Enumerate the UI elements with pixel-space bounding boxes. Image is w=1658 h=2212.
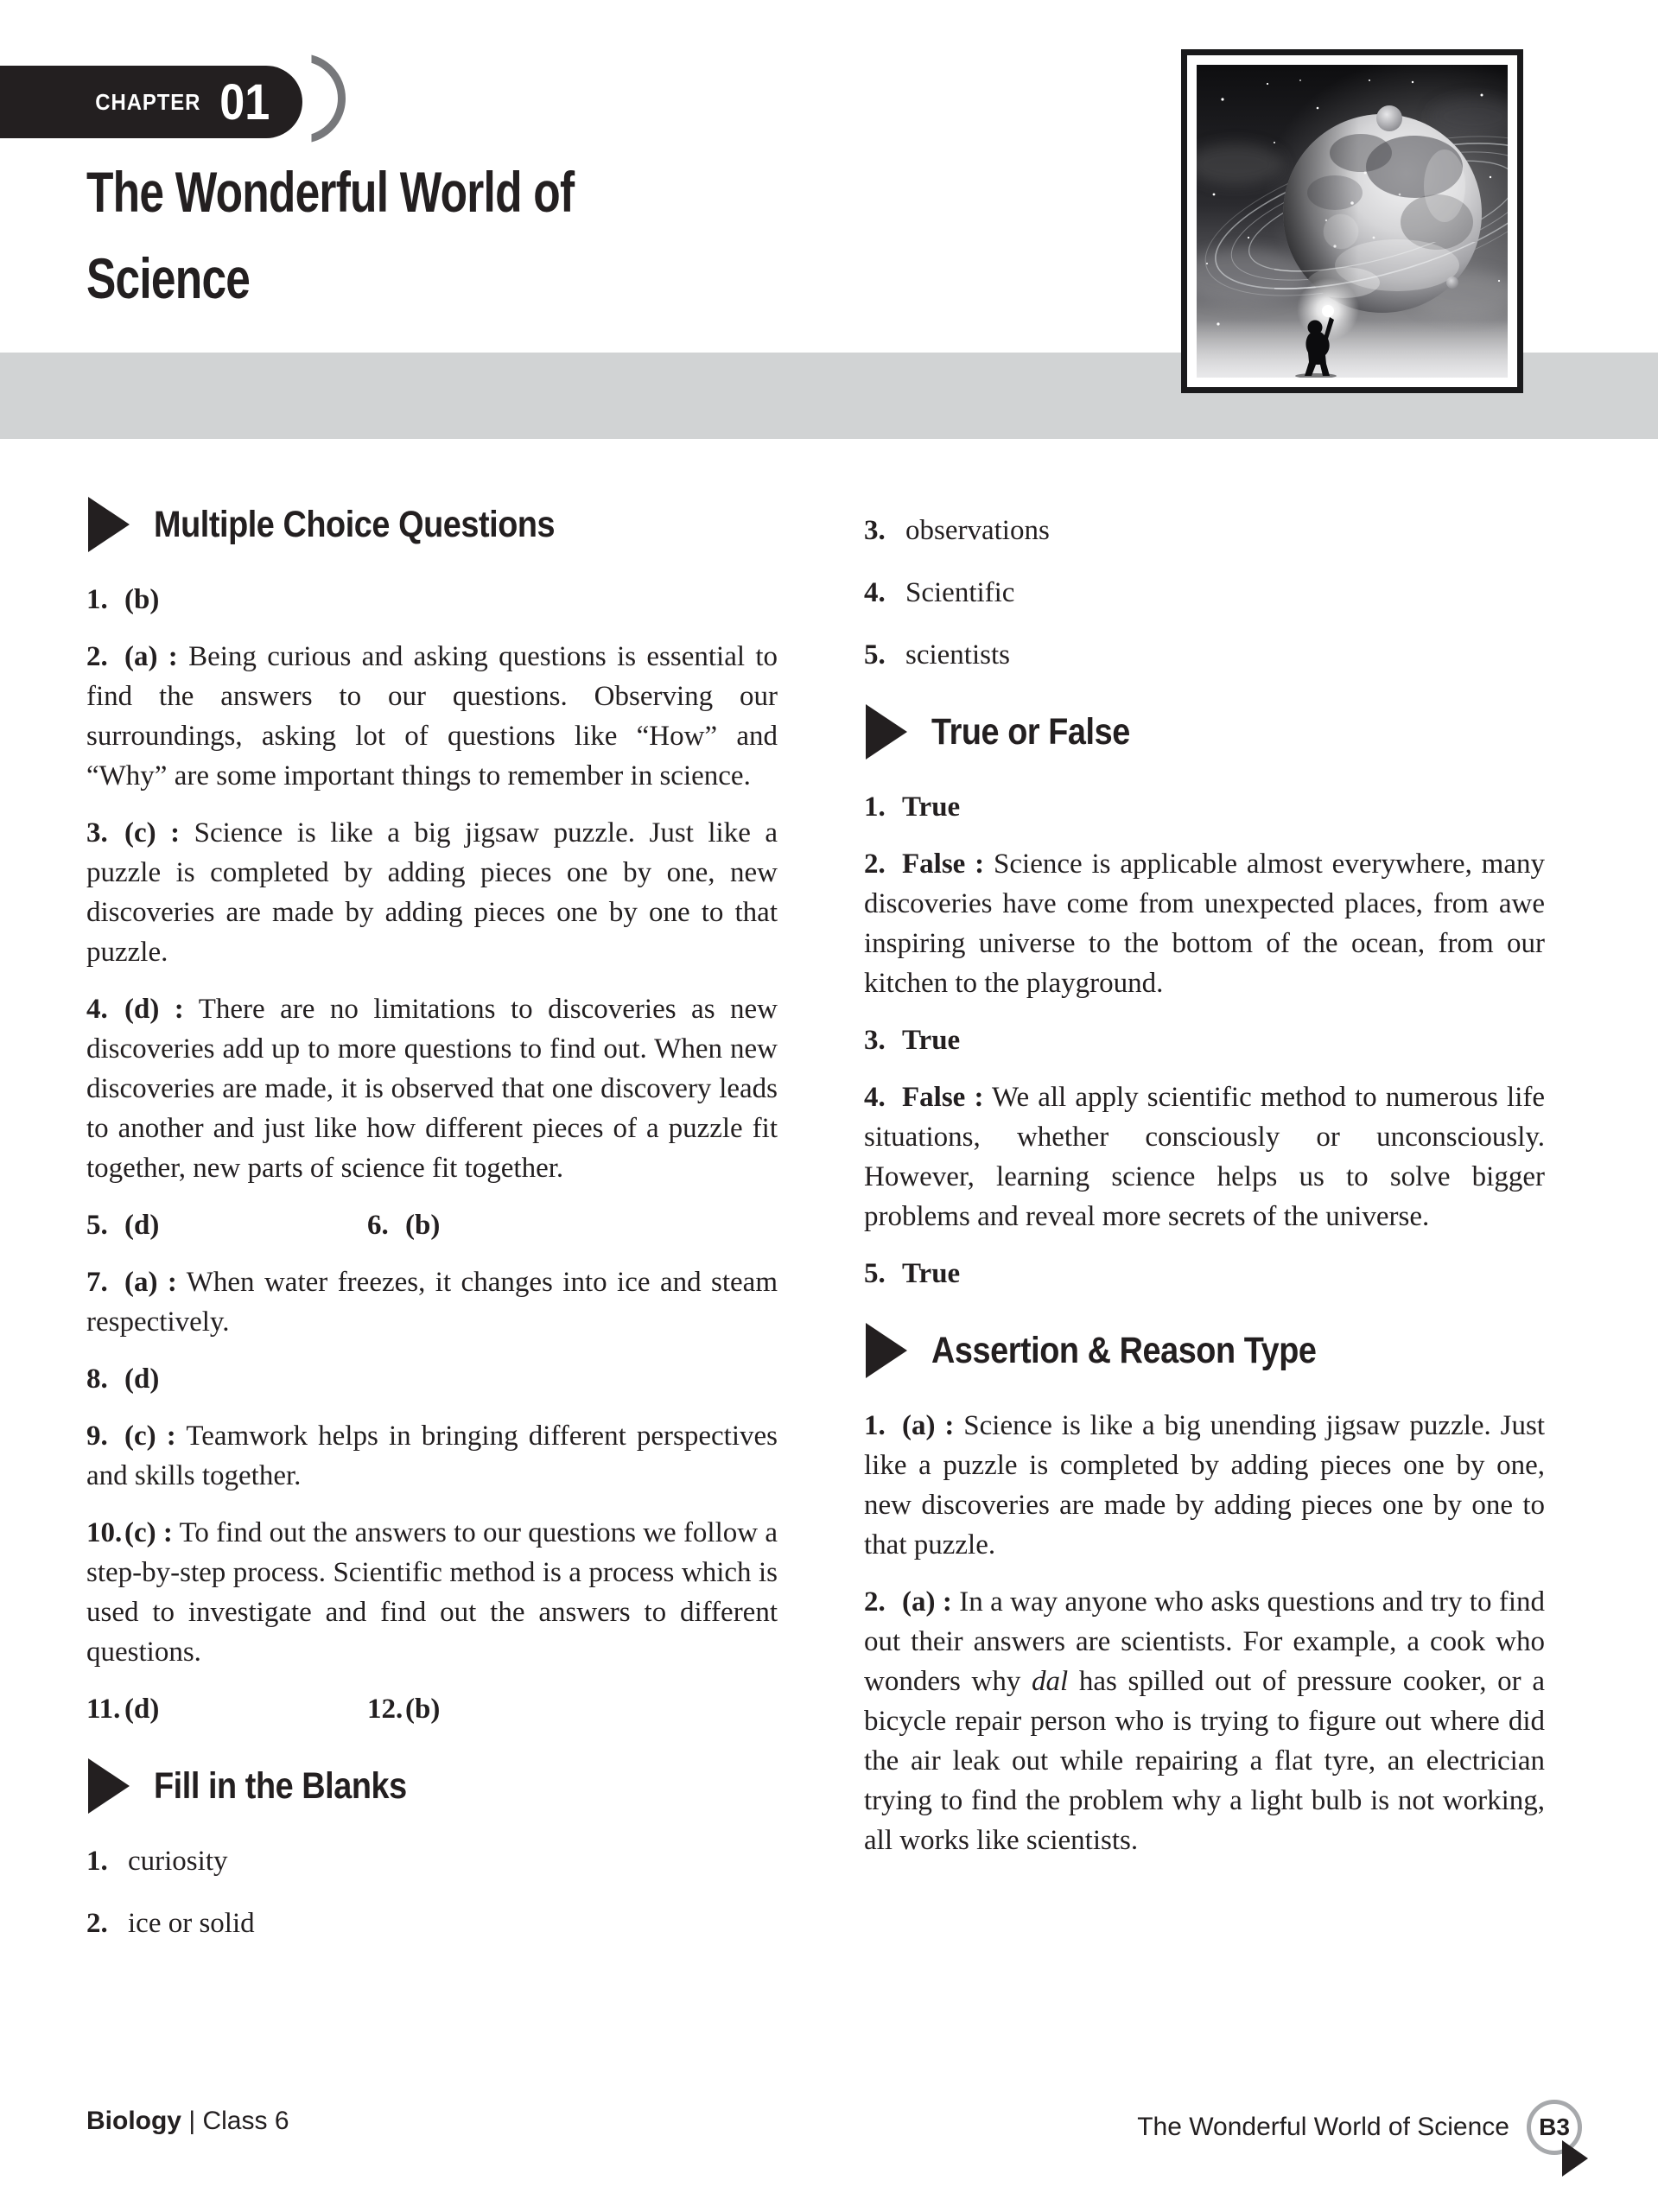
answer-value: False :	[902, 1082, 984, 1113]
space-illustration	[1197, 65, 1508, 378]
item-number: 5.	[864, 1258, 886, 1289]
item-text: has spilled out of pressure cooker, or a bicycle repair person who is trying to figure out where did the air leak out while repairing a flat tyre, an electrician trying to find the problem why a light bulb is not working, all works like scientists.	[864, 1666, 1545, 1856]
item-text: Science is like a big unending jigsaw puzzle. Just like a puzzle is completed by adding pieces one by one, new discoveries are made by adding pieces one by one to that puzzle.	[864, 1410, 1546, 1560]
answer-value: True	[902, 1258, 961, 1289]
item-text: Science is applicable almost everywhere, many discoveries have come from unexpected places, from awe inspiring universe to the bottom of the ocean, from our kitchen to the playground.	[864, 849, 1545, 999]
answer-letter: (c) :	[124, 817, 181, 849]
item-number: 6.	[367, 1210, 389, 1241]
item-text: Teamwork helps in bringing different perspectives and skills together.	[86, 1421, 778, 1491]
section-title: True or False	[931, 710, 1130, 753]
answer-item-pair	[86, 1205, 778, 1245]
item-text: curiosity	[128, 1846, 228, 1877]
answer-item	[86, 813, 778, 972]
answer-item	[864, 1077, 1545, 1236]
item-number: 4.	[864, 577, 886, 608]
answer-item	[864, 787, 1545, 827]
answer-letter: (c) :	[124, 1421, 176, 1452]
item-number: 9.	[86, 1421, 108, 1452]
answer-letter: (d)	[124, 1210, 160, 1241]
item-text: scientists	[905, 639, 1010, 671]
item-number: 1.	[86, 584, 108, 615]
section-arrow-icon	[866, 704, 907, 760]
item-number: 4.	[86, 994, 108, 1025]
answer-item	[86, 989, 778, 1188]
answer-item-pair	[86, 1689, 778, 1729]
answer-item	[864, 1406, 1545, 1565]
footer-chapter-name: The Wonderful World of Science	[1137, 2113, 1509, 2141]
left-column	[86, 497, 778, 1966]
item-number: 1.	[86, 1846, 108, 1877]
answer-item	[864, 1254, 1545, 1294]
answer-item	[864, 1020, 1545, 1060]
page-number-badge	[1527, 2100, 1582, 2155]
answer-value: True	[902, 1025, 961, 1056]
page-arrow-icon	[1562, 2140, 1588, 2177]
item-text: Being curious and asking questions is essential to find the answers to our questions. Observing our surroundings, asking lot of questions like “How” and “Why” are some important things to remember in science.	[86, 641, 778, 791]
item-number: 8.	[86, 1363, 108, 1395]
item-number: 2.	[864, 1586, 886, 1618]
section-arrow-icon	[88, 1758, 130, 1814]
right-column	[864, 511, 1545, 1878]
section-heading-fib	[88, 1758, 778, 1814]
chapter-banner	[0, 66, 302, 138]
section-title: Assertion & Reason Type	[931, 1329, 1317, 1371]
answer-letter: (b)	[405, 1210, 441, 1241]
answer-letter: (c) :	[124, 1517, 173, 1548]
answer-value: True	[902, 791, 961, 823]
answer-letter: (a) :	[124, 1267, 177, 1298]
item-text: In a way anyone who asks questions and try to find out their answers are scientists. For example, a cook who wonders why	[864, 1586, 1546, 1697]
section-heading-tf	[866, 704, 1545, 760]
item-number: 3.	[86, 817, 108, 849]
glass-bubble	[1324, 214, 1358, 249]
answer-item	[86, 1904, 778, 1943]
answer-item	[864, 511, 1545, 550]
item-text: Science is like a big jigsaw puzzle. Just like a puzzle is completed by adding pieces one by one, new discoveries are made by adding pieces one by one to that puzzle.	[86, 817, 778, 968]
answer-item	[86, 1359, 778, 1399]
section-heading-ar	[866, 1323, 1545, 1378]
answer-item	[86, 1262, 778, 1342]
section-arrow-icon	[866, 1323, 907, 1378]
item-text-italic: dal	[1032, 1666, 1069, 1697]
page-title-line2: Science	[86, 246, 251, 310]
item-text: We all apply scientific method to numerous life situations, whether consciously or unconsciously. However, learning science helps us to solve bigger problems and reveal more secrets of the universe.	[864, 1082, 1546, 1232]
item-number: 1.	[864, 1410, 886, 1441]
section-title: Fill in the Blanks	[154, 1764, 407, 1807]
item-text: There are no limitations to discoveries as new discoveries add up to more questions to find out. When new discoveries are made, it is observed that one discovery leads to another and just like how different pieces of a puzzle fit together, new parts of science fit together.	[86, 994, 778, 1184]
answer-letter: (a) :	[124, 641, 178, 672]
chapter-number: 01	[219, 73, 270, 130]
light-core	[1322, 305, 1334, 317]
answer-letter: (a) :	[902, 1586, 952, 1618]
item-number: 11.	[86, 1694, 121, 1725]
footer-class: | Class 6	[188, 2107, 289, 2135]
hero-image-frame	[1181, 49, 1523, 393]
section-title: Multiple Choice Questions	[154, 503, 556, 545]
section-arrow-icon	[88, 497, 130, 552]
answer-item	[864, 635, 1545, 675]
item-text: To find out the answers to our questions we follow a step-by-step process. Scientific method is a process which is used to investigate and find out the answers to different questions.	[86, 1517, 778, 1668]
item-text: ice or solid	[128, 1908, 255, 1939]
footer-left	[86, 2107, 289, 2136]
item-number: 4.	[864, 1082, 886, 1113]
item-text: observations	[905, 515, 1050, 546]
answer-letter: (b)	[405, 1694, 441, 1725]
answer-letter: (d)	[124, 1363, 160, 1395]
item-number: 1.	[864, 791, 886, 823]
section-heading-mcq	[88, 497, 778, 552]
answer-item	[86, 637, 778, 796]
page-number: B3	[1539, 2113, 1570, 2140]
answer-item	[864, 573, 1545, 613]
answer-letter: (b)	[124, 584, 160, 615]
item-number: 5.	[864, 639, 886, 671]
item-number: 7.	[86, 1267, 108, 1298]
item-number: 2.	[864, 849, 886, 880]
page-title	[86, 149, 574, 321]
item-number: 5.	[86, 1210, 108, 1241]
answer-letter: (d)	[124, 1694, 160, 1725]
footer-right	[1137, 2100, 1582, 2155]
answer-item	[864, 844, 1545, 1003]
item-number: 2.	[86, 641, 108, 672]
item-number: 3.	[864, 515, 886, 546]
item-text: Scientific	[905, 577, 1015, 608]
item-number: 12.	[367, 1694, 403, 1725]
item-text: When water freezes, it changes into ice and steam respectively.	[86, 1267, 778, 1338]
answer-item	[86, 1416, 778, 1496]
item-number: 3.	[864, 1025, 886, 1056]
item-number: 10.	[86, 1517, 123, 1548]
answer-item	[864, 1582, 1545, 1860]
footer-subject: Biology	[86, 2107, 181, 2135]
small-moon	[1376, 105, 1402, 131]
page-title-line1: The Wonderful World of	[86, 160, 575, 224]
chapter-label: CHAPTER	[95, 88, 201, 115]
answer-letter: (a) :	[902, 1410, 955, 1441]
answer-item	[86, 580, 778, 620]
answer-letter: (d) :	[124, 994, 184, 1025]
answer-item	[86, 1513, 778, 1672]
answer-value: False :	[902, 849, 985, 880]
item-number: 2.	[86, 1908, 108, 1939]
answer-item	[86, 1841, 778, 1881]
